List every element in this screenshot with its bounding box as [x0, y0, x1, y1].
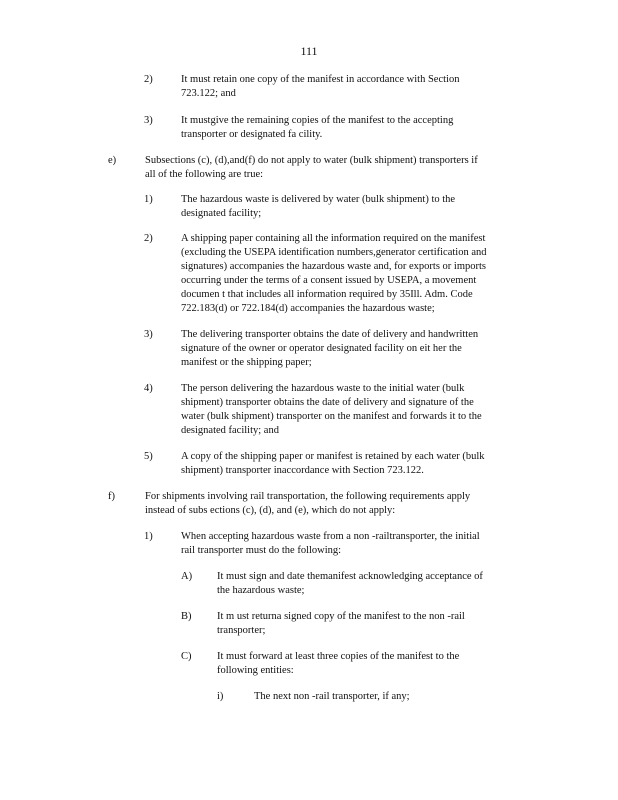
item-marker: B) — [181, 611, 192, 622]
text-line: When accepting hazardous waste from a non -railtransporter, the initial — [181, 531, 480, 542]
text-line: instead of subs ections (c), (d), and (e), which do not apply: — [145, 505, 396, 516]
text-line: A shipping paper containing all the information required on the manifest — [181, 233, 486, 244]
item-marker: 2) — [144, 74, 153, 85]
item-text — [145, 490, 520, 518]
item-text — [181, 193, 501, 221]
item-marker: i) — [217, 691, 224, 702]
text-line: all of the following are true: — [145, 169, 264, 180]
text-line: It mustgive the remaining copies of the manifest to the accepting — [181, 115, 454, 126]
text-line: transporter; — [217, 625, 266, 636]
item-marker: 1) — [144, 531, 153, 542]
text-line: following entities: — [217, 665, 294, 676]
text-line: It must sign and date themanifest acknowledging acceptance of — [217, 571, 483, 582]
text-line: A copy of the shipping paper or manifest is retained by each water (bulk — [181, 451, 485, 462]
text-line: the hazardous waste; — [217, 585, 305, 596]
text-line: designated facility; — [181, 208, 262, 219]
item-marker: 1) — [144, 194, 153, 205]
text-line: It must retain one copy of the manifest in accordance with Section — [181, 74, 460, 85]
text-line: signature of the owner or operator designated facility on eit her the — [181, 343, 462, 354]
item-marker: C) — [181, 651, 192, 662]
item-marker: 2) — [144, 233, 153, 244]
item-text — [217, 610, 497, 638]
item-text — [217, 650, 497, 678]
text-line: The hazardous waste is delivered by water (bulk shipment) to the — [181, 194, 456, 205]
item-text — [181, 73, 496, 101]
text-line: shipment) transporter obtains the date of delivery and signature of the — [181, 397, 474, 408]
item-text — [181, 450, 531, 478]
text-line: The person delivering the hazardous waste to the initial water (bulk — [181, 383, 465, 394]
item-text — [181, 328, 521, 370]
text-line: occurring under the terms of a consent issued by USEPA, a movement — [181, 275, 477, 286]
text-line: manifest or the shipping paper; — [181, 357, 312, 368]
text-line: water (bulk shipment) transporter on the manifest and forwards it to the — [181, 411, 482, 422]
text-line: 723.122; and — [181, 88, 236, 99]
item-text — [181, 530, 521, 558]
text-line: It m ust returna signed copy of the manifest to the non -rail — [217, 611, 465, 622]
text-line: It must forward at least three copies of the manifest to the — [217, 651, 460, 662]
page-number: 111 — [300, 44, 318, 58]
text-line: (excluding the USEPA identification numbers,generator certification and — [181, 247, 487, 258]
item-marker: 3) — [144, 115, 153, 126]
text-line: transporter or designated fa cility. — [181, 129, 323, 140]
item-text — [145, 154, 530, 182]
item-marker: 4) — [144, 383, 153, 394]
item-marker: e) — [108, 155, 117, 166]
item-text — [217, 570, 522, 598]
item-marker: A) — [181, 571, 193, 582]
text-line: 722.183(d) or 722.184(d) accompanies the hazardous waste; — [181, 303, 435, 314]
text-line: documen t that includes all information required by 35Ill. Adm. Code — [181, 289, 473, 300]
text-line: The next non -rail transporter, if any; — [254, 691, 410, 702]
text-line: Subsections (c), (d),and(f) do not apply to water (bulk shipment) transporters if — [145, 155, 478, 166]
text-line: rail transporter must do the following: — [181, 545, 342, 556]
item-marker: f) — [108, 491, 115, 502]
text-line: For shipments involving rail transportation, the following requirements apply — [145, 491, 471, 502]
item-marker: 3) — [144, 329, 153, 340]
item-text — [181, 232, 531, 316]
text-line: The delivering transporter obtains the date of delivery and handwritten — [181, 329, 479, 340]
item-marker: 5) — [144, 451, 153, 462]
text-line: designated facility; and — [181, 425, 279, 436]
text-line: shipment) transporter inaccordance with Section 723.122. — [181, 465, 424, 476]
item-text — [181, 382, 526, 438]
text-line: signatures) accompanies the hazardous waste and, for exports or imports — [181, 261, 486, 272]
item-text — [181, 114, 496, 142]
item-text — [254, 690, 444, 704]
